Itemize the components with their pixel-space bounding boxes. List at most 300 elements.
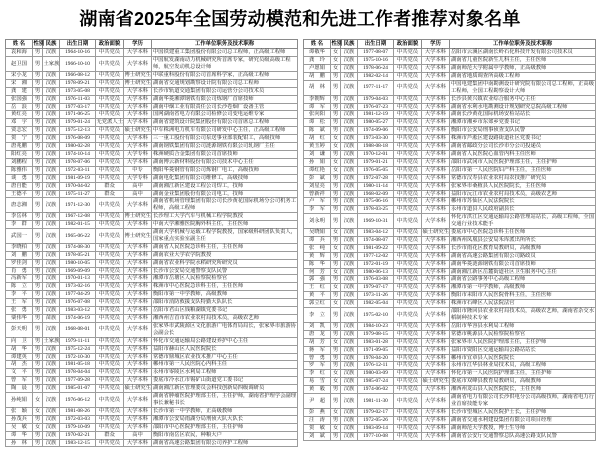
birth-cell: 1977-09-28 <box>60 377 96 385</box>
table-row <box>6 439 298 447</box>
ethnicity-cell: 汉族 <box>43 135 60 143</box>
position-cell: 常德市汉寿县农业农村局农技推广研究员 <box>450 174 596 182</box>
political-cell: 中共党员 <box>394 119 422 127</box>
position-cell: 岳阳市君山区钱粮湖镇党委书记 <box>152 307 298 315</box>
ethnicity-cell: 汉族 <box>341 150 358 158</box>
political-cell: 中共党员 <box>96 377 124 385</box>
ethnicity-cell: 汉族 <box>341 49 358 57</box>
political-cell: 中共党员 <box>394 346 422 354</box>
table-row <box>304 190 596 198</box>
education-cell: 大学本科 <box>124 275 152 283</box>
position-cell: 长沙县黄兴镇农业综合服务中心主任 <box>450 95 596 103</box>
education-cell: 大学本科 <box>422 284 450 292</box>
education-cell: 博士研究生 <box>124 213 151 220</box>
ethnicity-cell: 汉族 <box>341 236 358 244</box>
position-cell: 湖南大学机械与运载工程学院教授，国家级科研团队负责人，国家重点实验室副主任 <box>153 229 297 242</box>
gender-cell: 男 <box>33 345 43 353</box>
ethnicity-cell: 汉族 <box>43 353 60 361</box>
name-cell: 李岳林 <box>6 213 33 221</box>
education-cell: 大学本科 <box>422 236 450 244</box>
name-cell: 刘 谦 <box>304 150 331 158</box>
education-cell: 大学本科 <box>422 95 450 103</box>
name-cell: 彭天明 <box>6 322 33 337</box>
position-cell: 湖南省儿童医院新生儿科主任，主任医师 <box>450 57 596 65</box>
education-cell: 大学本科 <box>422 127 450 135</box>
table-row <box>304 268 596 276</box>
birth-cell: 1981-12-19 <box>358 111 394 119</box>
position-cell: 常德市鼎城区农业技术推广中心主任 <box>152 353 298 361</box>
ethnicity-cell: 汉族 <box>43 275 60 283</box>
name-cell: 汪 涛 <box>304 416 331 424</box>
political-cell: 中共党员 <box>96 57 124 72</box>
gender-cell: 男 <box>331 416 341 424</box>
table-row <box>304 378 596 386</box>
name-cell: 郭立红 <box>304 300 331 308</box>
name-cell: 何 芳 <box>304 268 331 276</box>
education-cell: 大学本科 <box>124 315 152 323</box>
political-cell: 中共党员 <box>394 236 422 244</box>
ethnicity-cell: 汉族 <box>341 135 358 143</box>
birth-cell: 1978-06-24 <box>358 65 394 73</box>
candidate-table-right <box>303 39 596 441</box>
birth-cell: 1975-11-27 <box>60 190 96 198</box>
birth-cell: 1975-10-16 <box>358 57 394 65</box>
table-row <box>304 370 596 378</box>
table-row <box>6 283 298 291</box>
gender-cell: 男 <box>331 346 341 354</box>
birth-cell: 1968-02-09 <box>358 190 394 198</box>
gender-cell: 男 <box>33 377 43 385</box>
ethnicity-cell: 汉族 <box>43 439 60 447</box>
political-cell: 中共党员 <box>394 354 422 362</box>
name-cell: 彭 斌 <box>304 174 331 182</box>
political-cell: 中共党员 <box>96 267 124 275</box>
political-cell: 中共党员 <box>394 72 422 80</box>
political-cell: 中共党员 <box>394 268 422 276</box>
position-cell: 怀化市交通运输局公路建设养护中心主任 <box>152 337 298 345</box>
table-row <box>304 338 596 346</box>
education-cell: 大学本科 <box>422 268 450 276</box>
gender-cell: 男 <box>331 190 341 198</box>
political-cell: 中共党员 <box>394 386 422 394</box>
birth-cell: 1980-11-14 <box>358 182 394 190</box>
education-cell: 大学本科 <box>422 135 450 143</box>
political-cell: 中共党员 <box>394 244 422 252</box>
gender-cell: 女 <box>331 408 341 416</box>
birth-cell: 1976-03-08 <box>358 276 394 284</box>
name-cell: 张 勇 <box>6 307 33 315</box>
name-cell: 张向阳 <box>304 111 331 119</box>
column-header-gender: 性别 <box>331 41 343 47</box>
birth-cell: 1970-01-13 <box>60 275 96 283</box>
ethnicity-cell: 汉族 <box>43 407 60 415</box>
ethnicity-cell: 汉族 <box>341 338 358 346</box>
political-cell: 群众 <box>96 190 124 198</box>
table-row <box>6 103 298 111</box>
name-cell: 陈 立 <box>6 283 33 291</box>
birth-cell: 1976-07-08 <box>60 299 96 307</box>
name-cell: 宋 湘 <box>6 79 33 87</box>
position-cell: 岳阳市第一人民医院妇产科主任，主任医师 <box>450 166 596 174</box>
political-cell: 中共党员 <box>394 214 422 229</box>
position-cell: 怀化市第一人民医院护理部主任，主任护师 <box>450 370 596 378</box>
position-cell: 湖南湘江新区管理委员会科技创新局四级调研员 <box>152 385 298 393</box>
political-cell: 中共党员 <box>96 174 124 182</box>
birth-cell: 1976-06-12 <box>60 393 96 408</box>
political-cell: 中共党员 <box>394 260 422 268</box>
name-cell: 胡 鹏 <box>304 72 331 80</box>
political-cell: 中共党员 <box>394 206 422 214</box>
name-cell: 蒋 军 <box>304 346 331 354</box>
position-cell: 湘潭市公安局雨湖分局刑侦大队大队长 <box>152 415 298 423</box>
political-cell: 中共党员 <box>96 135 124 143</box>
name-cell: 李 群 <box>6 221 33 229</box>
name-cell: 谈 勇 <box>6 174 33 182</box>
gender-cell: 男 <box>33 127 43 135</box>
ethnicity-cell: 汉族 <box>43 182 60 190</box>
political-cell: 中共党员 <box>96 229 124 244</box>
political-cell: 中共党员 <box>96 415 124 423</box>
name-cell: 吴 敏 <box>6 423 33 431</box>
table-row <box>6 361 298 369</box>
ethnicity-cell: 汉族 <box>43 361 60 369</box>
political-cell: 中共党员 <box>394 190 422 198</box>
gender-cell: 女 <box>331 244 341 252</box>
gender-cell: 男 <box>33 322 43 337</box>
position-cell: 娄底市中心医院急诊科主任医师 <box>450 229 596 237</box>
table-row <box>304 143 596 151</box>
table-row <box>6 135 298 143</box>
name-cell: 李 军 <box>304 206 331 214</box>
education-cell: 大学本科 <box>124 361 152 369</box>
ethnicity-cell: 汉族 <box>341 214 358 229</box>
name-cell: 张 纯 <box>304 244 331 252</box>
gender-cell: 男 <box>331 276 341 284</box>
political-cell: 中共党员 <box>96 423 124 431</box>
education-cell: 大学本科 <box>124 111 152 119</box>
gender-cell: 男 <box>33 190 43 198</box>
table-row <box>304 57 596 65</box>
political-cell: 中共党员 <box>394 378 422 386</box>
name-cell: 胡 华 <box>6 345 33 353</box>
position-cell: 湖南中烟工业有限责任公司长沙卷烟厂设备主管 <box>152 103 298 111</box>
table-row <box>6 71 298 79</box>
gender-cell: 男 <box>33 291 43 299</box>
ethnicity-cell: 汉族 <box>341 370 358 378</box>
education-cell: 大学本科 <box>422 330 450 338</box>
education-cell: 大学本科 <box>124 353 152 361</box>
name-cell: 文 平 <box>6 369 33 377</box>
table-row <box>304 408 596 416</box>
name-cell: 尹 超 <box>304 394 331 409</box>
gender-cell: 男 <box>33 259 43 267</box>
column-header-birth: 出生日期 <box>60 40 96 49</box>
birth-cell: 1977-04-29 <box>60 291 96 299</box>
birth-cell: 1973-05-08 <box>60 87 96 95</box>
position-cell: 湖南省肿瘤医院护理部主任，主任护师，湖南省护理学会副理事长兼秘书长 <box>153 393 297 406</box>
birth-cell: 1976-12-11 <box>358 362 394 370</box>
birth-cell: 1979-10-09 <box>60 423 96 431</box>
education-cell: 大学本科 <box>422 370 450 378</box>
position-cell: 中南大学湘雅医院胸外科主任，主任医师 <box>152 221 298 229</box>
ethnicity-cell: 汉族 <box>341 57 358 65</box>
ethnicity-cell: 汉族 <box>43 166 60 174</box>
education-cell: 大学本科 <box>422 206 450 214</box>
name-cell: 赵卫国 <box>6 57 33 72</box>
birth-cell: 1972-05-26 <box>358 416 394 424</box>
ethnicity-cell: 汉族 <box>341 330 358 338</box>
table-row <box>6 423 298 431</box>
position-cell: 常德市桃源县人民检察院检察官 <box>450 330 596 338</box>
ethnicity-cell: 汉族 <box>341 308 358 323</box>
ethnicity-cell: 汉族 <box>43 431 60 439</box>
table-row <box>304 206 596 214</box>
table-row <box>6 415 298 423</box>
education-cell: 大学本科 <box>422 354 450 362</box>
political-cell: 中共党员 <box>96 385 124 393</box>
birth-cell: 1974-08-07 <box>358 236 394 244</box>
education-cell: 硕士研究生 <box>422 378 449 385</box>
gender-cell: 女 <box>331 49 341 57</box>
ethnicity-cell: 汉族 <box>341 354 358 362</box>
ethnicity-cell: 汉族 <box>341 95 358 103</box>
table-row <box>6 431 298 439</box>
education-cell: 大学本科 <box>124 307 152 315</box>
ethnicity-cell: 汉族 <box>43 95 60 103</box>
ethnicity-cell: 汉族 <box>43 150 60 158</box>
name-cell: 武国一 <box>6 229 33 244</box>
political-cell: 中共党员 <box>394 111 422 119</box>
birth-cell: 1972-03-03 <box>60 415 96 423</box>
gender-cell: 男 <box>33 174 43 182</box>
political-cell: 中共党员 <box>394 408 422 416</box>
birth-cell: 1975-06-16 <box>358 198 394 206</box>
birth-cell: 1983-04-12 <box>358 229 394 237</box>
political-cell: 中共党员 <box>96 243 124 251</box>
position-cell: 湖南省建筑设计院集团股份有限公司首席总工程师 <box>152 119 298 127</box>
column-header-ethnicity: 民族 <box>43 40 60 49</box>
ethnicity-cell: 汉族 <box>341 394 358 409</box>
education-cell: 大学本科 <box>422 394 450 409</box>
birth-cell: 1976-05-05 <box>358 166 394 174</box>
political-cell: 中共党员 <box>96 127 124 135</box>
birth-cell: 1973-11-26 <box>358 292 394 300</box>
gender-cell: 男 <box>331 354 341 362</box>
birth-cell: 1969-10-31 <box>358 214 394 229</box>
gender-cell: 男 <box>33 369 43 377</box>
table-row <box>6 79 298 87</box>
birth-cell: 1980-10-05 <box>60 259 96 267</box>
name-cell: 李 平 <box>6 291 33 299</box>
birth-cell: 1974-09-06 <box>358 127 394 135</box>
position-cell: 湖南省交通水利建设集团有限公司项目经理 <box>450 416 596 424</box>
gender-cell: 男 <box>33 299 43 307</box>
ethnicity-cell: 汉族 <box>341 300 358 308</box>
table-row <box>6 127 298 135</box>
birth-cell: 1976-07-23 <box>358 103 394 111</box>
table-row <box>6 57 298 72</box>
gender-cell: 男 <box>331 72 341 80</box>
name-cell: 岳 浪 <box>6 103 33 111</box>
birth-cell: 1972-01-19 <box>358 260 394 268</box>
political-cell: 中共党员 <box>96 283 124 291</box>
ethnicity-cell: 汉族 <box>43 369 60 377</box>
table-row <box>6 111 298 119</box>
political-cell: 中共党员 <box>96 315 124 323</box>
education-cell: 大学本科 <box>124 251 152 259</box>
gender-cell: 男 <box>331 206 341 214</box>
education-cell: 大学本科 <box>422 386 450 394</box>
position-cell: 株洲市芦淞区建设路街道社区党委书记 <box>450 135 596 143</box>
birth-cell: 1982-05-04 <box>358 300 394 308</box>
ethnicity-cell: 汉族 <box>341 111 358 119</box>
table-row <box>6 259 298 267</box>
ethnicity-cell: 汉族 <box>43 345 60 353</box>
position-cell: 益阳市资阳区交通运输局公路站站长 <box>450 346 596 354</box>
name-cell: 张国强 <box>6 95 33 103</box>
name-cell: 黄玉婷 <box>304 143 331 151</box>
name-cell: 袁和海 <box>6 49 33 57</box>
name-cell: 唐兆鹏 <box>6 143 33 151</box>
political-cell: 中共党员 <box>394 135 422 143</box>
name-cell: 王德平 <box>6 190 33 198</box>
political-cell: 中共党员 <box>394 370 422 378</box>
birth-cell: 1977-10-08 <box>358 432 394 440</box>
gender-cell: 女 <box>331 338 341 346</box>
education-cell: 大学本科 <box>422 182 450 190</box>
gender-cell: 女 <box>331 268 341 276</box>
name-cell: 胡 林 <box>304 80 331 95</box>
page-title: 湖南省2025年全国劳动模范和先进工作者推荐对象名单 <box>79 9 521 29</box>
birth-cell: 1984-10-23 <box>358 322 394 330</box>
table-row <box>304 260 596 268</box>
ethnicity-cell: 汉族 <box>43 143 60 151</box>
ethnicity-cell: 汉族 <box>341 119 358 127</box>
political-cell: 中共党员 <box>96 221 124 229</box>
name-cell: 谭 兵 <box>304 236 331 244</box>
position-cell: 岳阳市云溪区湖南长岭石化科技开发有限公司技术员 <box>450 49 596 57</box>
birth-cell: 1981-11-30 <box>358 394 394 409</box>
name-cell: 谭建英 <box>6 353 33 361</box>
political-cell: 中共党员 <box>96 259 124 267</box>
education-cell: 博士研究生 <box>124 79 151 86</box>
ethnicity-cell: 汉族 <box>43 71 60 79</box>
birth-cell: 1978-04-20 <box>358 354 394 362</box>
ethnicity-cell: 汉族 <box>341 378 358 386</box>
education-cell: 大学本科 <box>124 158 152 166</box>
table-row <box>304 354 596 362</box>
ethnicity-cell: 汉族 <box>43 79 60 87</box>
gender-cell: 男 <box>331 322 341 330</box>
table-row <box>304 127 596 135</box>
birth-cell: 1978-09-21 <box>60 79 96 87</box>
political-cell: 中共党员 <box>394 300 422 308</box>
education-cell: 大学本科 <box>422 65 450 73</box>
political-cell: 中共党员 <box>96 361 124 369</box>
position-cell: 湘西州吉首市农业农村局技术员，高级农艺师 <box>152 315 298 323</box>
position-cell: 湖南省农业科学院水稻研究所研究员 <box>152 259 298 267</box>
ethnicity-cell: 汉族 <box>43 299 60 307</box>
ethnicity-cell: 汉族 <box>43 243 60 251</box>
education-cell: 大学本科 <box>124 221 152 229</box>
table-row <box>304 244 596 252</box>
name-cell: 谭 华 <box>6 431 33 439</box>
ethnicity-cell: 汉族 <box>43 259 60 267</box>
name-cell: 唐 龙 <box>304 330 331 338</box>
table-row <box>304 72 596 80</box>
ethnicity-cell: 苗族 <box>43 315 60 323</box>
education-cell: 大学本科 <box>124 119 152 127</box>
ethnicity-cell: 汉族 <box>341 103 358 111</box>
birth-cell: 1983-12-15 <box>60 439 96 447</box>
column-header-gender: 性别 <box>33 41 45 47</box>
table-row <box>6 213 298 221</box>
name-cell: 陈 华 <box>304 260 331 268</box>
name-cell: 黄 平 <box>304 292 331 300</box>
table-row <box>6 143 298 151</box>
position-cell: 邵阳市武冈市人民医院护理部主任，主任护师 <box>450 158 596 166</box>
education-cell: 大学本科 <box>124 337 152 345</box>
political-cell: 中共党员 <box>394 127 422 135</box>
gender-cell: 男 <box>33 57 43 72</box>
ethnicity-cell: 汉族 <box>43 393 60 408</box>
political-cell: 中共党员 <box>394 252 422 260</box>
table-row <box>6 315 298 323</box>
table-row <box>304 80 596 95</box>
education-cell: 大学本科 <box>124 377 152 385</box>
education-cell: 博士研究生 <box>124 229 152 244</box>
position-cell: 湖南博云新材料股份有限公司技术中心主任 <box>152 158 298 166</box>
education-cell: 大学本科 <box>422 119 450 127</box>
position-cell: 湖南省邮政分公司长沙市分公司投递员 <box>450 143 596 151</box>
position-cell: 湘潭市第一中学教师，高级教师 <box>450 284 596 292</box>
education-cell: 大学本科 <box>124 283 152 291</box>
name-cell: 曾 军 <box>6 377 33 385</box>
political-cell: 中共党员 <box>96 143 124 151</box>
gender-cell: 男 <box>331 330 341 338</box>
education-cell: 大学本科 <box>422 143 450 151</box>
birth-cell: 1979-08-15 <box>358 330 394 338</box>
name-cell: 曾 勇 <box>304 354 331 362</box>
name-cell: 向 卫 <box>6 337 33 345</box>
table-row <box>6 221 298 229</box>
position-cell: 湖南省地质调查所高级工程师 <box>450 72 596 80</box>
ethnicity-cell: 汉族 <box>341 65 358 73</box>
name-cell: 刘 斌 <box>304 432 331 440</box>
name-cell: 卢 军 <box>304 198 331 206</box>
education-cell: 大学本科 <box>422 57 450 65</box>
name-cell: 刘鹏程 <box>6 158 33 166</box>
birth-cell: 1969-09-09 <box>60 267 96 275</box>
column-header-ethnicity: 民族 <box>341 40 358 49</box>
political-cell: 中共党员 <box>96 251 124 259</box>
gender-cell: 男 <box>33 71 43 79</box>
position-cell: 湖南省电力有限公司长沙供电分公司高级技师，湖南省电力行业首席技能专家 <box>451 394 595 407</box>
position-cell: 中国铁建重工集团股份有限公司总工程师，正高级工程师 <box>152 49 298 57</box>
position-cell: 湖南农业大学农学院教授 <box>152 251 298 259</box>
table-row <box>304 346 596 354</box>
birth-cell: 1983-09-14 <box>358 424 394 432</box>
position-cell: 长沙市公安局交通警察支队民警 <box>152 267 298 275</box>
education-cell: 大学本科 <box>124 267 152 275</box>
table-row <box>304 330 596 338</box>
education-cell: 大学本科 <box>124 135 152 143</box>
education-cell: 大学本科 <box>124 57 152 72</box>
birth-cell: 1977-08-07 <box>358 49 394 57</box>
table-row <box>304 103 596 111</box>
position-cell: 湖南钢铁集团有限公司涟源钢铁有限公司轧钢厂主任 <box>152 143 298 151</box>
ethnicity-cell: 汉族 <box>43 190 60 198</box>
